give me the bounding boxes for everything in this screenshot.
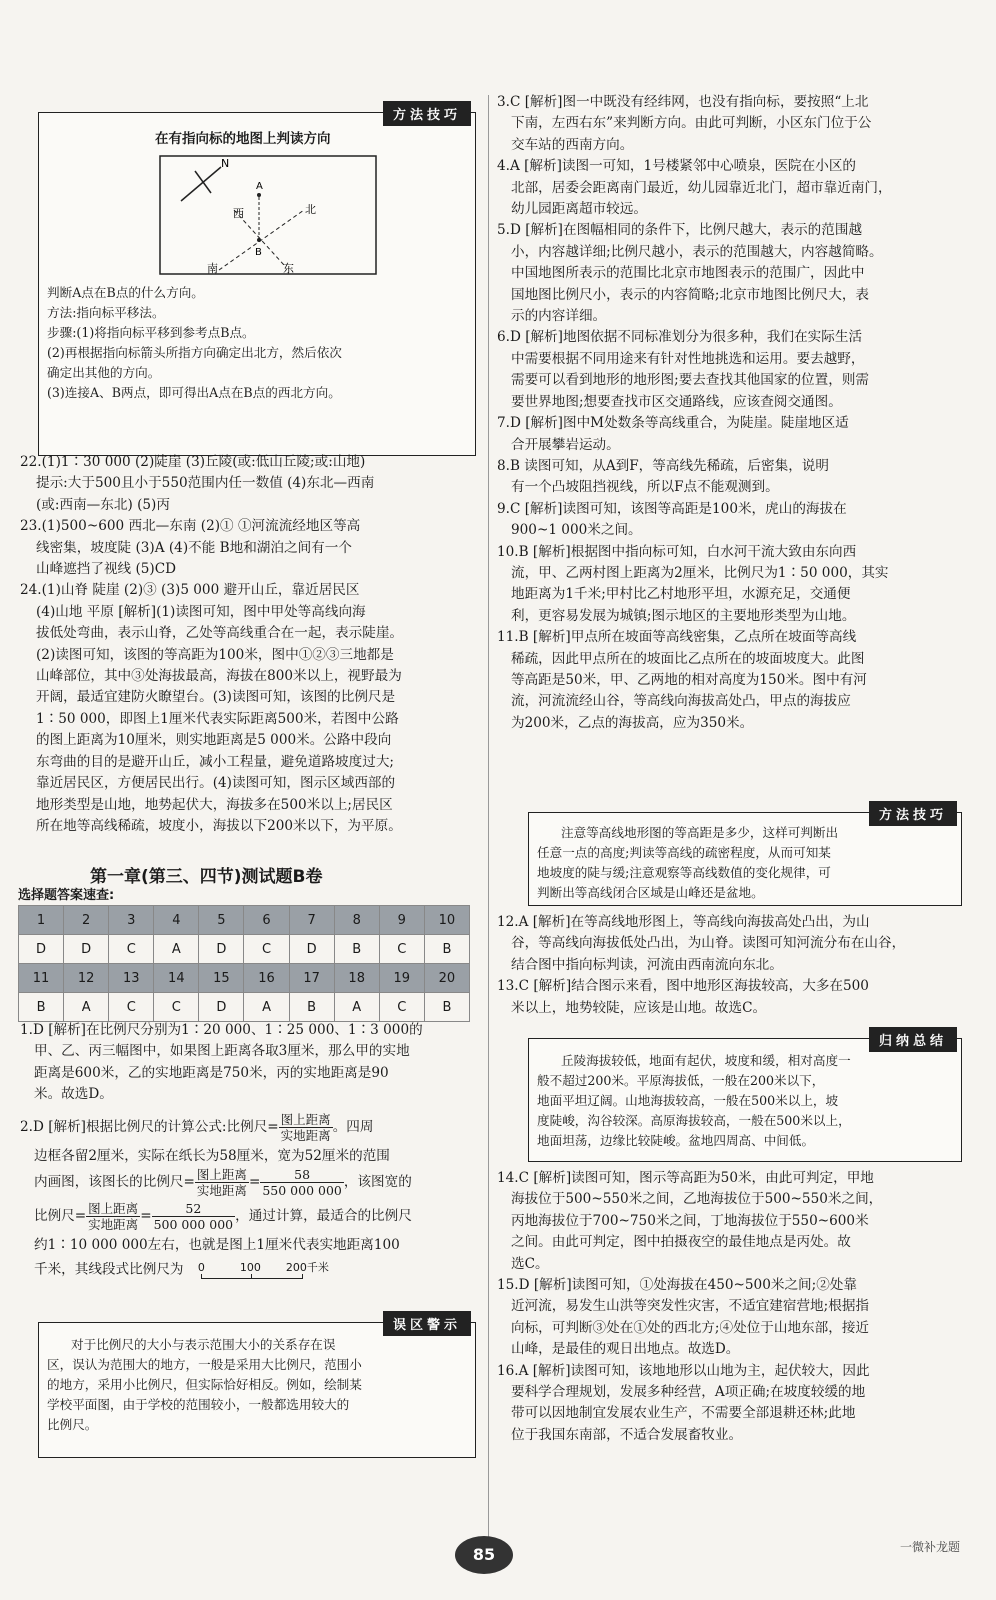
answer-table (18, 905, 470, 1022)
page-number: 85 (455, 1536, 513, 1574)
text-line: 海拔位于500~550米之间，乙地海拔位于500~550米之间， (511, 1191, 883, 1208)
text-line: 度陡峻，沟谷较深。高原海拔较高，一般在500米以上， (537, 1113, 851, 1128)
column-divider (488, 95, 489, 1545)
answer-row-numbers: 1 2 3 4 5 6 7 8 9 10 (19, 906, 470, 935)
svg-text:北: 北 (305, 203, 316, 216)
question-2 (20, 1112, 480, 1287)
text-line: 东弯曲的目的是避开山丘，减小工程量，避免道路坡度过大; (36, 753, 395, 770)
text-line: 2.D [解析]根据比例尺的计算公式:比例尺= $\frac{\text{图上距离}}{\text{实地距离}}$ 。四周 (20, 1112, 374, 1143)
text-line: 近河流，易发生山洪等突发性灾害，不适宜建宿营地;根据指 (511, 1298, 870, 1315)
text-line: 线密集，坡度陡 (3)A (4)不能 B地和湖泊之间有一个 (36, 539, 352, 556)
text-line: 有一个凸坡阻挡视线，所以F点不能观测到。 (511, 479, 779, 496)
text-line: 位于我国东南部，不适合发展畜牧业。 (511, 1426, 743, 1443)
tips-line: (2)再根据指向标箭头所指方向确定出北方，然后依次 (47, 345, 342, 360)
text-line: 流，甲、乙两村图上距离为2厘米，比例尺为1∶50 000，其实 (511, 564, 889, 581)
tips-line: (3)连接A、B两点，即可得出A点在B点的西北方向。 (47, 385, 341, 400)
text-line: 判断出等高线闭合区域是山峰还是盆地。 (537, 885, 764, 900)
text-line: 中国地图所表示的范围比北京市地图表示的范围广，因此中 (511, 265, 865, 282)
svg-text:N: N (221, 157, 230, 170)
text-line: 所在地等高线稀疏，坡度小，海拔以下200米以下，为平原。 (36, 817, 402, 834)
svg-text:东: 东 (283, 262, 294, 275)
text-line: 合开展攀岩运动。 (511, 436, 620, 453)
text-line: 千米，其线段式比例尺为 0 100 200千米 (20, 1257, 480, 1287)
text-line: 向标，可判断③处在①处的西北方;④处位于山地东部，接近 (511, 1319, 870, 1336)
text-line: 需要可以看到地形的地形图;要去查找其他国家的位置，则需 (511, 372, 870, 389)
text-line: 1.D [解析]在比例尺分别为1∶20 000、1∶25 000、1∶3 000的 (20, 1022, 423, 1038)
tips-line: 确定出其他的方向。 (47, 365, 161, 380)
text-line: 内画图，该图长的比例尺= $\frac{\text{图上距离}}{\text{实地距离}}$ = $\frac{58}{550 000 000}$ ，该图宽的 (34, 1167, 412, 1199)
text-line: 10.B [解析]根据图中指向标可知，白水河干流大致由东向西 (497, 543, 857, 560)
svg-text:南: 南 (207, 262, 218, 275)
text-line: 交车站的西南方向。 (511, 136, 634, 153)
text-line: 小，内容越详细;比例尺越小，表示的范围越大，内容越简略。 (511, 243, 883, 260)
answers-14-16 (497, 1168, 977, 1446)
warning-badge: 误区警示 (383, 1311, 471, 1336)
text-line: 谷，等高线向海拔低处凸出，为山脊。读图可知河流分布在山谷， (511, 935, 906, 952)
answers-3-11 (497, 92, 977, 734)
text-line: 开阔，最适宜建防火瞭望台。(3)读图可知，该图的比例尺是 (36, 689, 396, 706)
text-line: 般不超过200米。平原海拔低，一般在200米以下， (537, 1073, 825, 1088)
text-line: 地面平坦辽阔。山地海拔较高，一般在500米以上，坡 (537, 1093, 839, 1108)
text-line: 22.(1)1∶30 000 (2)陡崖 (3)丘陵(或:低山丘陵;或:山地) (20, 454, 366, 470)
answer-row-answers: D D C A D C D B C B (19, 935, 470, 964)
answers-22-24 (20, 452, 480, 837)
text-line: 1∶50 000，即图上1厘米代表实际距离500米，若图中公路 (36, 710, 399, 727)
text-line: 11.B [解析]甲点所在坡面等高线密集，乙点所在坡面等高线 (497, 629, 857, 646)
text-line: 学校平面图，由于学校的范围较小，一般都选用较大的 (47, 1397, 350, 1412)
brand-label: 一微补龙题 (900, 1540, 961, 1554)
text-line: 24.(1)山脊 陡崖 (2)③ (3)5 000 避开山丘，靠近居民区 (20, 582, 360, 599)
text-line: 山峰，是最佳的观日出地点。故选D。 (511, 1341, 740, 1358)
text-line: 地形类型是山地，地势起伏大，海拔多在500米以上;居民区 (36, 796, 393, 813)
text-line: 山峰部位，其中③处海拔最高，海拔在800米以上，视野最为 (36, 668, 402, 685)
tips-line: 方法:指向标平移法。 (47, 305, 165, 320)
chapter-title: 第一章(第三、四节)测试题B卷 (90, 867, 323, 887)
scale-bar: 0 100 200千米 (198, 1257, 348, 1283)
text-line: 带可以因地制宜发展农业生产，不需要全部退耕还林;此地 (511, 1405, 856, 1422)
svg-text:A: A (256, 181, 263, 192)
text-line: 7.D [解析]图中M处数条等高线重合，为陡崖。陡崖地区适 (497, 415, 849, 432)
text-line: 国地图比例尺小，表示的内容简略;北京市地图比例尺大，表 (511, 286, 870, 303)
answer-row-numbers: 11 12 13 14 15 16 17 18 19 20 (19, 964, 470, 993)
text-line: 地距离为1千米;甲村比乙村地形平坦，水源充足，交通便 (511, 586, 851, 603)
text-line: 米。故选D。 (34, 1086, 113, 1103)
tips-badge: 方法技巧 (869, 801, 957, 826)
text-line: 的地方，采用小比例尺，但实际恰好相反。例如，绘制某 (47, 1377, 362, 1392)
text-line: 4.A [解析]读图一可知，1号楼紧邻中心喷泉，医院在小区的 (497, 158, 857, 175)
text-line: 选C。 (511, 1255, 549, 1272)
svg-text:B: B (255, 247, 262, 258)
text-line: 13.C [解析]结合图示来看，图中地形区海拔较高，大多在500 (497, 978, 869, 995)
text-line: 9.C [解析]读图可知，该图等高距是100米，虎山的海拔在 (497, 500, 847, 517)
answer-row-answers: B A C C D A B A C B (19, 993, 470, 1022)
text-line: (或:西南—东北) (5)丙 (36, 496, 170, 513)
text-line: 之间。由此可判定，图中拍摄夜空的最佳地点是丙处。故 (511, 1234, 851, 1251)
text-line: 6.D [解析]地图依据不同标准划分为很多种，我们在实际生活 (497, 329, 863, 346)
text-line: 对于比例尺的大小与表示范围大小的关系存在误 (71, 1337, 336, 1352)
text-line: 丘陵海拔较低，地面有起伏，坡度和缓，相对高度一 (561, 1053, 851, 1068)
text-line: 为200米，乙点的海拔高，应为350米。 (511, 714, 754, 731)
text-line: 甲、乙、丙三幅图中，如果图上距离各取3厘米，那么甲的实地 (34, 1043, 410, 1060)
text-line: 下南，左西右东”来判断方向。由此可判断，小区东门位于公 (511, 115, 872, 132)
warning-box (38, 1318, 476, 1458)
text-line: 的图上距离为10厘米，则实地距离是5 000米。公路中段向 (36, 732, 392, 749)
text-line: 15.D [解析]读图可知，①处海拔在450~500米之间;②处靠 (497, 1277, 857, 1294)
text-line: 任意一点的高度;判读等高线的疏密程度，从而可知某 (537, 845, 831, 860)
text-line: 拔低处弯曲，表示山脊，乙处等高线重合在一起，表示陡崖。 (36, 625, 404, 642)
svg-text:西: 西 (233, 207, 244, 220)
text-line: (2)读图可知，该图的等高距为100米，图中①②③三地都是 (36, 646, 394, 663)
text-line: (4)山地 平原 [解析](1)读图可知，图中甲处等高线向海 (36, 603, 366, 620)
text-line: 靠近居民区，方便居民出行。(4)读图可知，图示区域西部的 (36, 775, 396, 792)
fraction: $\frac{\text{图上距离}}{\text{实地距离}}$ (280, 1112, 331, 1143)
tips-line: 判断A点在B点的什么方向。 (47, 285, 204, 300)
text-line: 幼儿园距离超市较远。 (511, 201, 647, 218)
text-line: 5.D [解析]在图幅相同的条件下，比例尺越大，表示的范围越 (497, 222, 863, 239)
text-line: 北部，居委会距离南门最近，幼儿园靠近北门，超市靠近南门， (511, 179, 892, 196)
text-line: 注意等高线地形图的等高距是多少，这样可判断出 (561, 825, 839, 840)
tips-box-title: 在有指向标的地图上判读方向 (155, 131, 331, 147)
text-line: 区，误认为范围大的地方，一般是采用大比例尺，范围小 (47, 1357, 362, 1372)
summary-box (528, 1034, 962, 1162)
text-line: 利，更容易发展为城镇;图示地区的主要地形类型为山地。 (511, 607, 856, 624)
text-line: 要科学合理规划，发展多种经营，A项正确;在坡度较缓的地 (511, 1384, 866, 1401)
text-line: 距离是600米，乙的实地距离是750米，丙的实地距离是90 (34, 1064, 389, 1081)
tips-box-contour (528, 808, 962, 906)
text-line: 比例尺。 (47, 1417, 98, 1432)
tips-line: 步骤:(1)将指向标平移到参考点B点。 (47, 325, 255, 340)
answers-12-13 (497, 912, 977, 1019)
tips-badge: 方法技巧 (383, 101, 471, 126)
text-line: 14.C [解析]读图可知，图示等高距为50米，由此可判定，甲地 (497, 1170, 874, 1186)
text-line: 等高距是50米，甲、乙两地的相对高度为150米。图中有河 (511, 671, 867, 688)
text-line: 流，河流流经山谷，等高线向海拔高处凸，甲点的海拔应 (511, 693, 851, 710)
text-line: 比例尺= $\frac{\text{图上距离}}{\text{实地距离}}$ = $\frac{52}{500 000 000}$ ，通过计算，最适合的比例尺 (34, 1201, 412, 1233)
answer-caption: 选择题答案速查: (18, 888, 115, 903)
text-line: 边框各留2厘米，实际在纸长为58厘米，宽为52厘米的范围 (34, 1148, 390, 1164)
text-line: 约1∶10 000 000左右，也就是图上1厘米代表实地距离100 (34, 1237, 400, 1254)
text-line: 地坡度的陡与缓;注意观察等高线数值的变化规律，可 (537, 865, 831, 880)
text-line: 16.A [解析]读图可知，该地地形以山地为主，起伏较大，因此 (497, 1362, 870, 1379)
text-line: 示的内容详细。 (511, 308, 607, 325)
question-1 (20, 1020, 423, 1106)
text-line: 山峰遮挡了视线 (5)CD (36, 561, 177, 578)
summary-badge: 归纳总结 (869, 1027, 957, 1052)
text-line: 8.B 读图可知，从A到F，等高线先稀疏，后密集，说明 (497, 457, 829, 474)
text-line: 提示:大于500且小于550范围内任一数值 (4)东北—西南 (36, 475, 375, 492)
direction-diagram (159, 155, 377, 275)
tips-box-direction (38, 108, 476, 456)
text-line: 米以上，地势较陡，应该是山地。故选C。 (511, 999, 767, 1016)
text-line: 稀疏，因此甲点所在的坡面比乙点所在的坡面坡度大。此图 (511, 650, 865, 667)
text-line: 900~1 000米之间。 (511, 522, 642, 539)
text-line: 结合图中指向标判读，河流由西南流向东北。 (511, 956, 783, 973)
text-line: 中需要根据不同用途来有针对性地挑选和运用。要去越野， (511, 350, 865, 367)
text-line: 3.C [解析]图一中既没有经纬网，也没有指向标，要按照“上北 (497, 94, 869, 110)
text-line: 要世界地图;想要查找市区交通路线，应该查阅交通图。 (511, 393, 842, 410)
text-line: 12.A [解析]在等高线地形图上，等高线向海拔高处凸出，为山 (497, 914, 870, 930)
text-line: 23.(1)500~600 西北—东南 (2)① ①河流流经地区等高 (20, 518, 361, 535)
text-line: 丙地海拔位于700~750米之间，丁地海拔位于550~600米 (511, 1212, 869, 1229)
text-line: 地面坦荡，边缘比较陡峻。盆地四周高、中间低。 (537, 1133, 815, 1148)
